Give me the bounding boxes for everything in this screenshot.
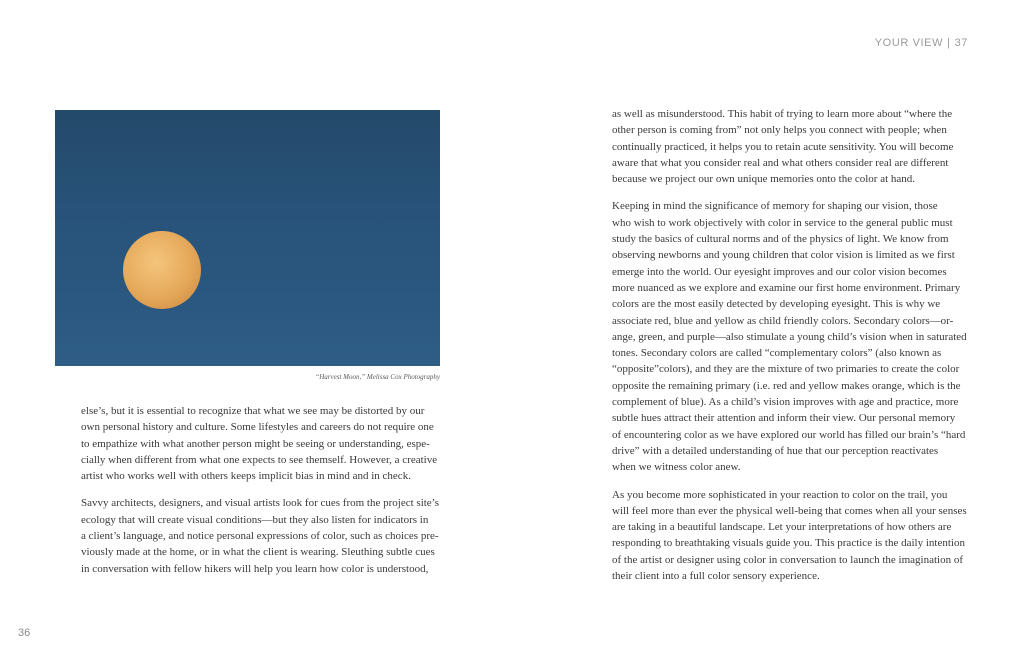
body-paragraph (612, 106, 968, 187)
text-line: cially when different from what one expects to see themself. However, a creative (81, 453, 438, 466)
text-line: own personal history and culture. Some lifestyles and careers do not require one (81, 421, 434, 434)
text-line: emerge into the world. Our eyesight improves and our color vision becomes (612, 265, 947, 278)
harvest-moon-photo (55, 110, 440, 366)
body-paragraph (81, 495, 438, 576)
text-line: associate red, blue and yellow as child friendly colors. Secondary colors—or- (612, 314, 954, 327)
text-line: more nuanced as we explore and examine our first home environment. Primary (612, 281, 961, 294)
text-line: subtle hues attract their attention and inform their view. Our personal memory (612, 412, 956, 425)
left-text-column (81, 403, 438, 588)
text-line: of encountering color as we have explored our world has filled our brain’s “hard (612, 428, 966, 441)
text-line: tones. Secondary colors are called “complementary colors” (also known as (612, 347, 942, 360)
text-line: Keeping in mind the significance of memory for shaping our vision, those (612, 200, 938, 213)
text-line: aware that what you consider real and what others consider real are different (612, 156, 949, 169)
body-paragraph (612, 198, 968, 475)
text-line: colors are the most easily detected by developing eyesight. This is why we (612, 298, 941, 311)
text-line: when we witness color anew. (612, 461, 741, 474)
text-line: Savvy architects, designers, and visual artists look for cues from the project site’s (81, 497, 440, 510)
text-line: “opposite”colors), and they are the mixture of two primaries to create the color (612, 363, 960, 376)
text-line: will feel more than ever the physical well-being that comes when all your senses (612, 504, 967, 517)
text-line: continually practiced, it helps you to retain acute sensitivity. You will become (612, 140, 954, 153)
text-line: study the basics of cultural norms and of the physics of light. We know from (612, 233, 949, 246)
text-line: other person is coming from” not only helps you connect with people; when (612, 124, 947, 137)
text-line: as well as misunderstood. This habit of trying to learn more about “where the (612, 108, 953, 120)
text-line: viously made at the home, or in what the client is wearing. Sleuthing subtle cues (81, 546, 435, 559)
text-line: in conversation with fellow hikers will help you learn how color is understood, (81, 562, 429, 575)
text-line: responding to breathtaking visuals guide you. This practice is the daily intention (612, 537, 965, 550)
text-line: a client’s language, and notice personal expressions of color, such as choices pre- (81, 530, 439, 543)
section-title: YOUR VIEW (874, 37, 944, 49)
text-line: ange, green, and purple—also stimulate a young child’s vision when in saturated (612, 330, 967, 343)
text-line: their client into a full color sensory experience. (612, 570, 820, 583)
text-line: observing newborns and young children that color vision is limited as we first (612, 249, 955, 262)
text-line: As you become more sophisticated in your reaction to color on the trail, you (612, 488, 948, 501)
text-line: to empathize with what another person might be seeing or understanding, espe- (81, 437, 430, 450)
text-line: artist who works well with others keeps implicit bias in mind and in check. (81, 470, 411, 483)
text-line: who wish to work objectively with color in service to the general public must (612, 216, 953, 229)
body-paragraph (612, 487, 968, 585)
text-line: opposite the remaining primary (i.e. red and yellow makes orange, which is the (612, 379, 961, 392)
text-line: are taking in a beautiful landscape. Let your interpretations of how others are (612, 521, 952, 534)
running-header (875, 37, 968, 49)
text-line: else’s, but it is essential to recognize that what we see may be distorted by our (81, 405, 425, 417)
photo-caption: “Harvest Moon,” Melissa Cox Photography (315, 373, 440, 381)
text-line: complement of blue). As a child’s vision improves with age and practice, more (612, 396, 959, 409)
header-separator: | (947, 37, 951, 49)
text-line: of the artist or designer using color in conversation to launch the imagination of (612, 553, 963, 566)
left-page-number: 36 (18, 627, 31, 639)
body-paragraph (81, 403, 438, 484)
text-line: because we project our own unique memories onto the color at hand. (612, 173, 916, 186)
full-moon (123, 231, 201, 309)
text-line: drive” with a detailed understanding of hue that our perception reactivates (612, 444, 939, 457)
text-line: ecology that will create visual conditions—but they also listen for indicators in (81, 513, 429, 526)
right-page-number: 37 (954, 37, 968, 49)
right-text-column (612, 106, 968, 595)
